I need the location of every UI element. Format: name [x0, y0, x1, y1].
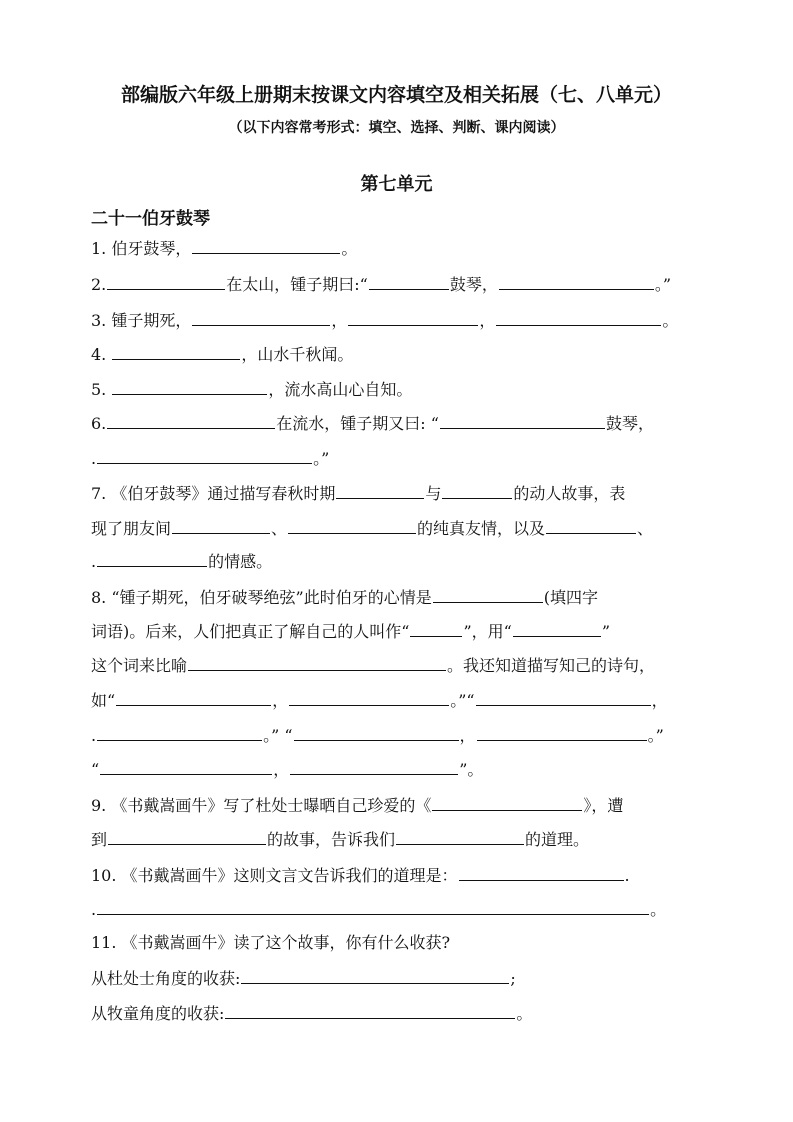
- lesson-heading: 二十一伯牙鼓琴: [91, 209, 210, 229]
- q8-text-7: 如“: [91, 691, 116, 710]
- q3-blank-1[interactable]: [192, 308, 330, 326]
- q8-sep-1: ，: [272, 691, 289, 710]
- q7-sep: 、: [271, 519, 288, 538]
- q4-blank[interactable]: [112, 342, 240, 360]
- question-5: [91, 377, 711, 401]
- q2-text-1: 在太山，锺子期曰:“: [226, 275, 368, 294]
- question-7: [91, 481, 711, 505]
- page-title: 部编版六年级上册期末按课文内容填空及相关拓展（七、八单元）: [120, 84, 672, 106]
- q11-text: 11. 《书戴嵩画牛》读了这个故事，你有什么收获?: [91, 933, 451, 952]
- q7-blank-5[interactable]: [546, 516, 636, 534]
- q2-num: 2.: [91, 275, 107, 294]
- question-1: [91, 236, 711, 260]
- q3-end: 。: [662, 311, 679, 330]
- question-8-line-6: [91, 757, 711, 781]
- q1-text: 1. 伯牙鼓琴，: [91, 239, 192, 258]
- q7-sep-2: 、: [637, 519, 654, 538]
- q3-blank-2[interactable]: [348, 308, 478, 326]
- q5-text: ，流水高山心自知。: [268, 380, 413, 399]
- q8-blank-4[interactable]: [188, 653, 446, 671]
- q2-end: 。”: [654, 275, 672, 294]
- q6-blank-3[interactable]: [97, 446, 312, 464]
- q8-quote-open-2: “: [91, 760, 100, 779]
- q6-blank-2[interactable]: [440, 411, 605, 429]
- question-7-line-3: [91, 549, 711, 573]
- q8-blank-11[interactable]: [100, 757, 272, 775]
- q6-dot: .: [91, 449, 97, 468]
- q10-blank-1[interactable]: [459, 863, 624, 881]
- q9-blank-3[interactable]: [396, 827, 524, 845]
- question-10-line-2: [91, 897, 711, 921]
- q9-text-1: 9. 《书戴嵩画牛》写了杜处士曝晒自己珍爱的: [91, 796, 416, 815]
- q8-blank-2[interactable]: [410, 619, 462, 637]
- q6-text-1: 在流水，锺子期又曰: “: [276, 414, 439, 433]
- question-6: [91, 411, 711, 435]
- q7-text-3: 的动人故事，表: [513, 484, 626, 503]
- question-9: [91, 793, 711, 817]
- q8-blank-3[interactable]: [513, 619, 601, 637]
- page-subtitle: （以下内容常考形式：填空、选择、判断、课内阅读）: [228, 120, 565, 136]
- question-11-line-3: [91, 1001, 711, 1025]
- q8-quote-open: “: [401, 622, 410, 641]
- q7-text-5: 的纯真友情，以及: [417, 519, 546, 538]
- q3-text: 3. 锺子期死，: [91, 311, 192, 330]
- q3-blank-3[interactable]: [496, 308, 661, 326]
- q10-end: 。: [650, 900, 667, 919]
- q7-dot: .: [91, 552, 97, 571]
- q11-blank-1[interactable]: [241, 966, 509, 984]
- q9-text-3: 到: [91, 830, 108, 849]
- q9-blank-2[interactable]: [108, 827, 266, 845]
- question-11-line-2: [91, 966, 711, 990]
- q3-sep-2: ，: [479, 311, 496, 330]
- q5-num: 5.: [91, 380, 107, 399]
- q7-blank-2[interactable]: [442, 481, 512, 499]
- q8-end: ”。: [459, 760, 484, 779]
- q9-bracket-close: 》: [583, 796, 592, 815]
- q7-text-1: 7. 《伯牙鼓琴》通过描写春秋时期: [91, 484, 336, 503]
- q7-text-4: 现了朋友间: [91, 519, 172, 538]
- q6-text-2: 鼓琴，: [605, 414, 654, 433]
- q8-text-4: ”，用“: [463, 622, 512, 641]
- q8-sep-4: ，: [273, 760, 290, 779]
- q9-end: 的道理。: [525, 830, 590, 849]
- question-8-line-2: [91, 619, 711, 643]
- q8-blank-10[interactable]: [477, 723, 647, 741]
- q8-text-5: 这个词来比喻: [91, 656, 188, 675]
- q8-text-2: (填四字: [543, 588, 598, 607]
- q10-text: 10. 《书戴嵩画牛》这则文言文告诉我们的道理是：: [91, 866, 458, 885]
- q2-blank-1[interactable]: [107, 272, 225, 290]
- q8-text-3: 词语)。后来，人们把真正了解自己的人叫作: [91, 622, 402, 641]
- q6-num: 6.: [91, 414, 107, 433]
- q4-text: ，山水千秋闻。: [241, 345, 354, 364]
- q2-blank-3[interactable]: [499, 272, 654, 290]
- q7-text-2: 与: [425, 484, 442, 503]
- q8-blank-1[interactable]: [433, 585, 543, 603]
- q8-dot: .: [91, 726, 97, 745]
- q7-blank-6[interactable]: [97, 549, 207, 567]
- q8-sep-2: ，: [651, 691, 668, 710]
- q8-sep-3: ，: [459, 726, 476, 745]
- q5-blank[interactable]: [112, 377, 267, 395]
- question-11: [91, 932, 711, 954]
- q7-blank-4[interactable]: [288, 516, 416, 534]
- q8-text-8: 。”“: [450, 691, 475, 710]
- q9-bracket-open: 《: [415, 796, 432, 815]
- q8-blank-9[interactable]: [294, 723, 459, 741]
- q3-sep-1: ，: [331, 311, 348, 330]
- q1-blank[interactable]: [192, 236, 340, 254]
- q6-blank-1[interactable]: [107, 411, 275, 429]
- q2-blank-2[interactable]: [369, 272, 449, 290]
- q11-text-3: 从牧童角度的收获:: [91, 1004, 225, 1023]
- question-7-line-2: [91, 516, 711, 540]
- q8-blank-8[interactable]: [97, 723, 262, 741]
- q8-text-6: 。我还知道描写知己的诗句，: [447, 656, 656, 675]
- q8-blank-12[interactable]: [290, 757, 458, 775]
- q8-blank-7[interactable]: [476, 688, 651, 706]
- q8-blank-6[interactable]: [289, 688, 449, 706]
- q10-blank-2[interactable]: [97, 897, 649, 915]
- q10-dot-1: .: [624, 866, 630, 885]
- q11-end: 。: [516, 1004, 533, 1023]
- question-8: [91, 585, 711, 609]
- unit-heading: 第七单元: [360, 174, 433, 195]
- q7-blank-3[interactable]: [172, 516, 270, 534]
- q11-blank-2[interactable]: [225, 1001, 515, 1019]
- q4-num: 4.: [91, 345, 107, 364]
- q8-text-9: 。” “: [263, 726, 293, 745]
- q9-text-4: 的故事，告诉我们: [267, 830, 396, 849]
- question-8-line-5: [91, 723, 711, 747]
- q7-blank-1[interactable]: [336, 481, 424, 499]
- q10-dot-2: .: [91, 900, 97, 919]
- question-3: [91, 308, 711, 332]
- q1-end: 。: [341, 239, 358, 258]
- q11-text-2: 从杜处士角度的收获:: [91, 969, 241, 988]
- q9-blank-1[interactable]: [432, 793, 582, 811]
- question-4: [91, 342, 711, 366]
- q8-blank-5[interactable]: [116, 688, 271, 706]
- question-2: [91, 272, 711, 296]
- question-8-line-3: [91, 653, 711, 677]
- q9-text-2: ，遭: [591, 796, 624, 815]
- q8-text-10: 。”: [647, 726, 664, 745]
- q8-quote-close: ”: [601, 622, 610, 641]
- question-10: [91, 863, 711, 887]
- q11-sep: ;: [510, 969, 516, 988]
- q2-text-2: 鼓琴，: [449, 275, 498, 294]
- q7-end: 的情感。: [208, 552, 273, 571]
- question-6-cont: [91, 446, 711, 470]
- question-8-line-4: [91, 688, 711, 712]
- question-9-line-2: [91, 827, 711, 851]
- q6-end: 。”: [313, 449, 330, 468]
- q8-text-1: 8. “锺子期死，伯牙破琴绝弦”此时伯牙的心情是: [91, 588, 432, 607]
